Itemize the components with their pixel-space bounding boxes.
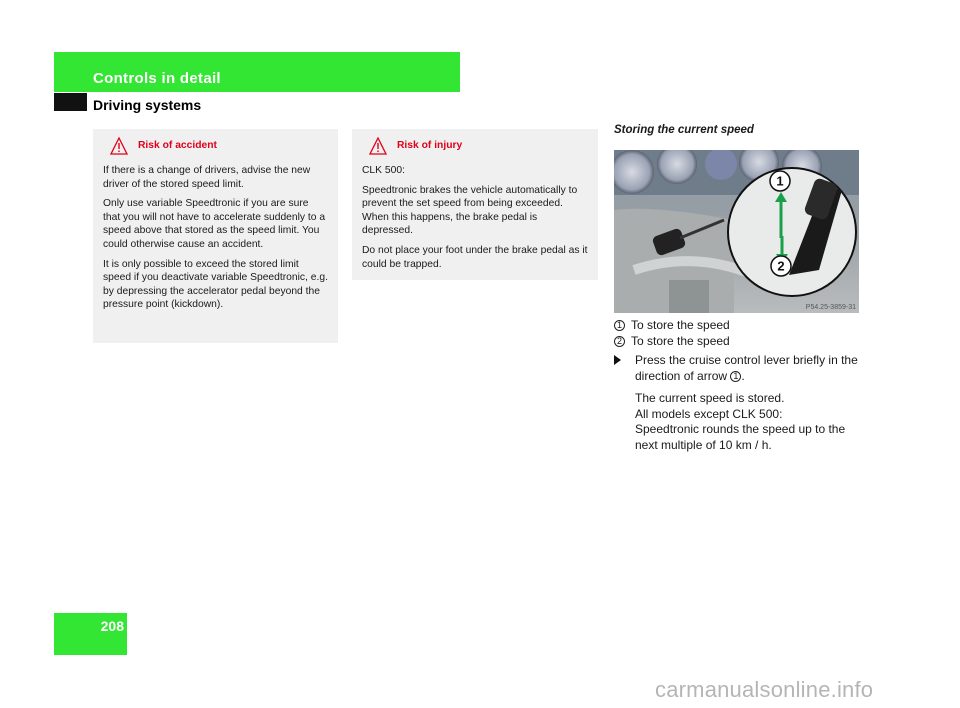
callout-2: 2 [777,258,785,274]
instruction-step [614,353,864,384]
cruise-control-lever-photo [614,150,859,313]
warning-box-accident [93,129,338,343]
result-line: The current speed is stored. [635,391,785,405]
warning-triangle-icon [110,137,136,155]
page-number: 208 [100,618,124,634]
warning-paragraph: Do not place your foot under the brake pedal as it could be trapped. [362,244,588,270]
image-legend [614,318,730,349]
step-text-end: . [741,368,745,383]
image-code: P54.25-3859-31 [805,304,856,311]
legend-text: To store the speed [631,318,730,332]
warning-paragraph: It is only possible to exceed the stored limit speed if you deactivate variable Speedtronic, e.g. by depressing the accelerator pedal beyond the pressure point (kickdown). [103,258,328,311]
warning-paragraph: Speedtronic brakes the vehicle automatically to prevent the set speed from being exceeded. When this happens, the brake pedal is depressed. [362,184,578,237]
warning-header [362,137,588,155]
callout-1: 1 [776,173,784,189]
triangle-bullet-icon [614,355,621,365]
number-circle-icon: 2 [614,336,625,347]
result-line: Speedtronic rounds the speed up to the next multiple of 10 km / h. [635,422,846,452]
warning-paragraph: CLK 500: [362,165,405,176]
number-circle-icon: 1 [614,320,625,331]
step-text [635,353,864,384]
page-number-box [54,613,127,655]
step-text-main: Press the cruise control lever briefly in the direction of arrow [635,353,858,383]
chapter-title: Controls in detail [93,70,221,87]
warning-triangle-icon [369,137,395,155]
warning-title: Risk of injury [397,140,463,152]
legend-text: To store the speed [631,333,730,348]
result-line: All models except CLK 500: [635,406,783,421]
section-title: Driving systems [93,97,202,113]
warning-header [103,137,328,155]
subsection-heading: Storing the current speed [614,124,754,136]
warning-box-injury [352,129,598,280]
warning-title: Risk of accident [138,140,217,152]
section-tab-marker [54,93,87,111]
warning-paragraph: If there is a change of drivers, advise the new driver of the stored speed limit. [103,165,311,190]
legend-item [614,318,730,334]
legend-item [614,334,730,350]
watermark: carmanualsonline.info [655,677,874,702]
step-result [635,391,870,453]
number-circle-icon: 1 [730,371,741,382]
warning-paragraph: Only use variable Speedtronic if you are sure that you will not have to accelerate suddenly to a speed above that stored as the speed limit. You could otherwise cause an accident. [103,198,326,250]
